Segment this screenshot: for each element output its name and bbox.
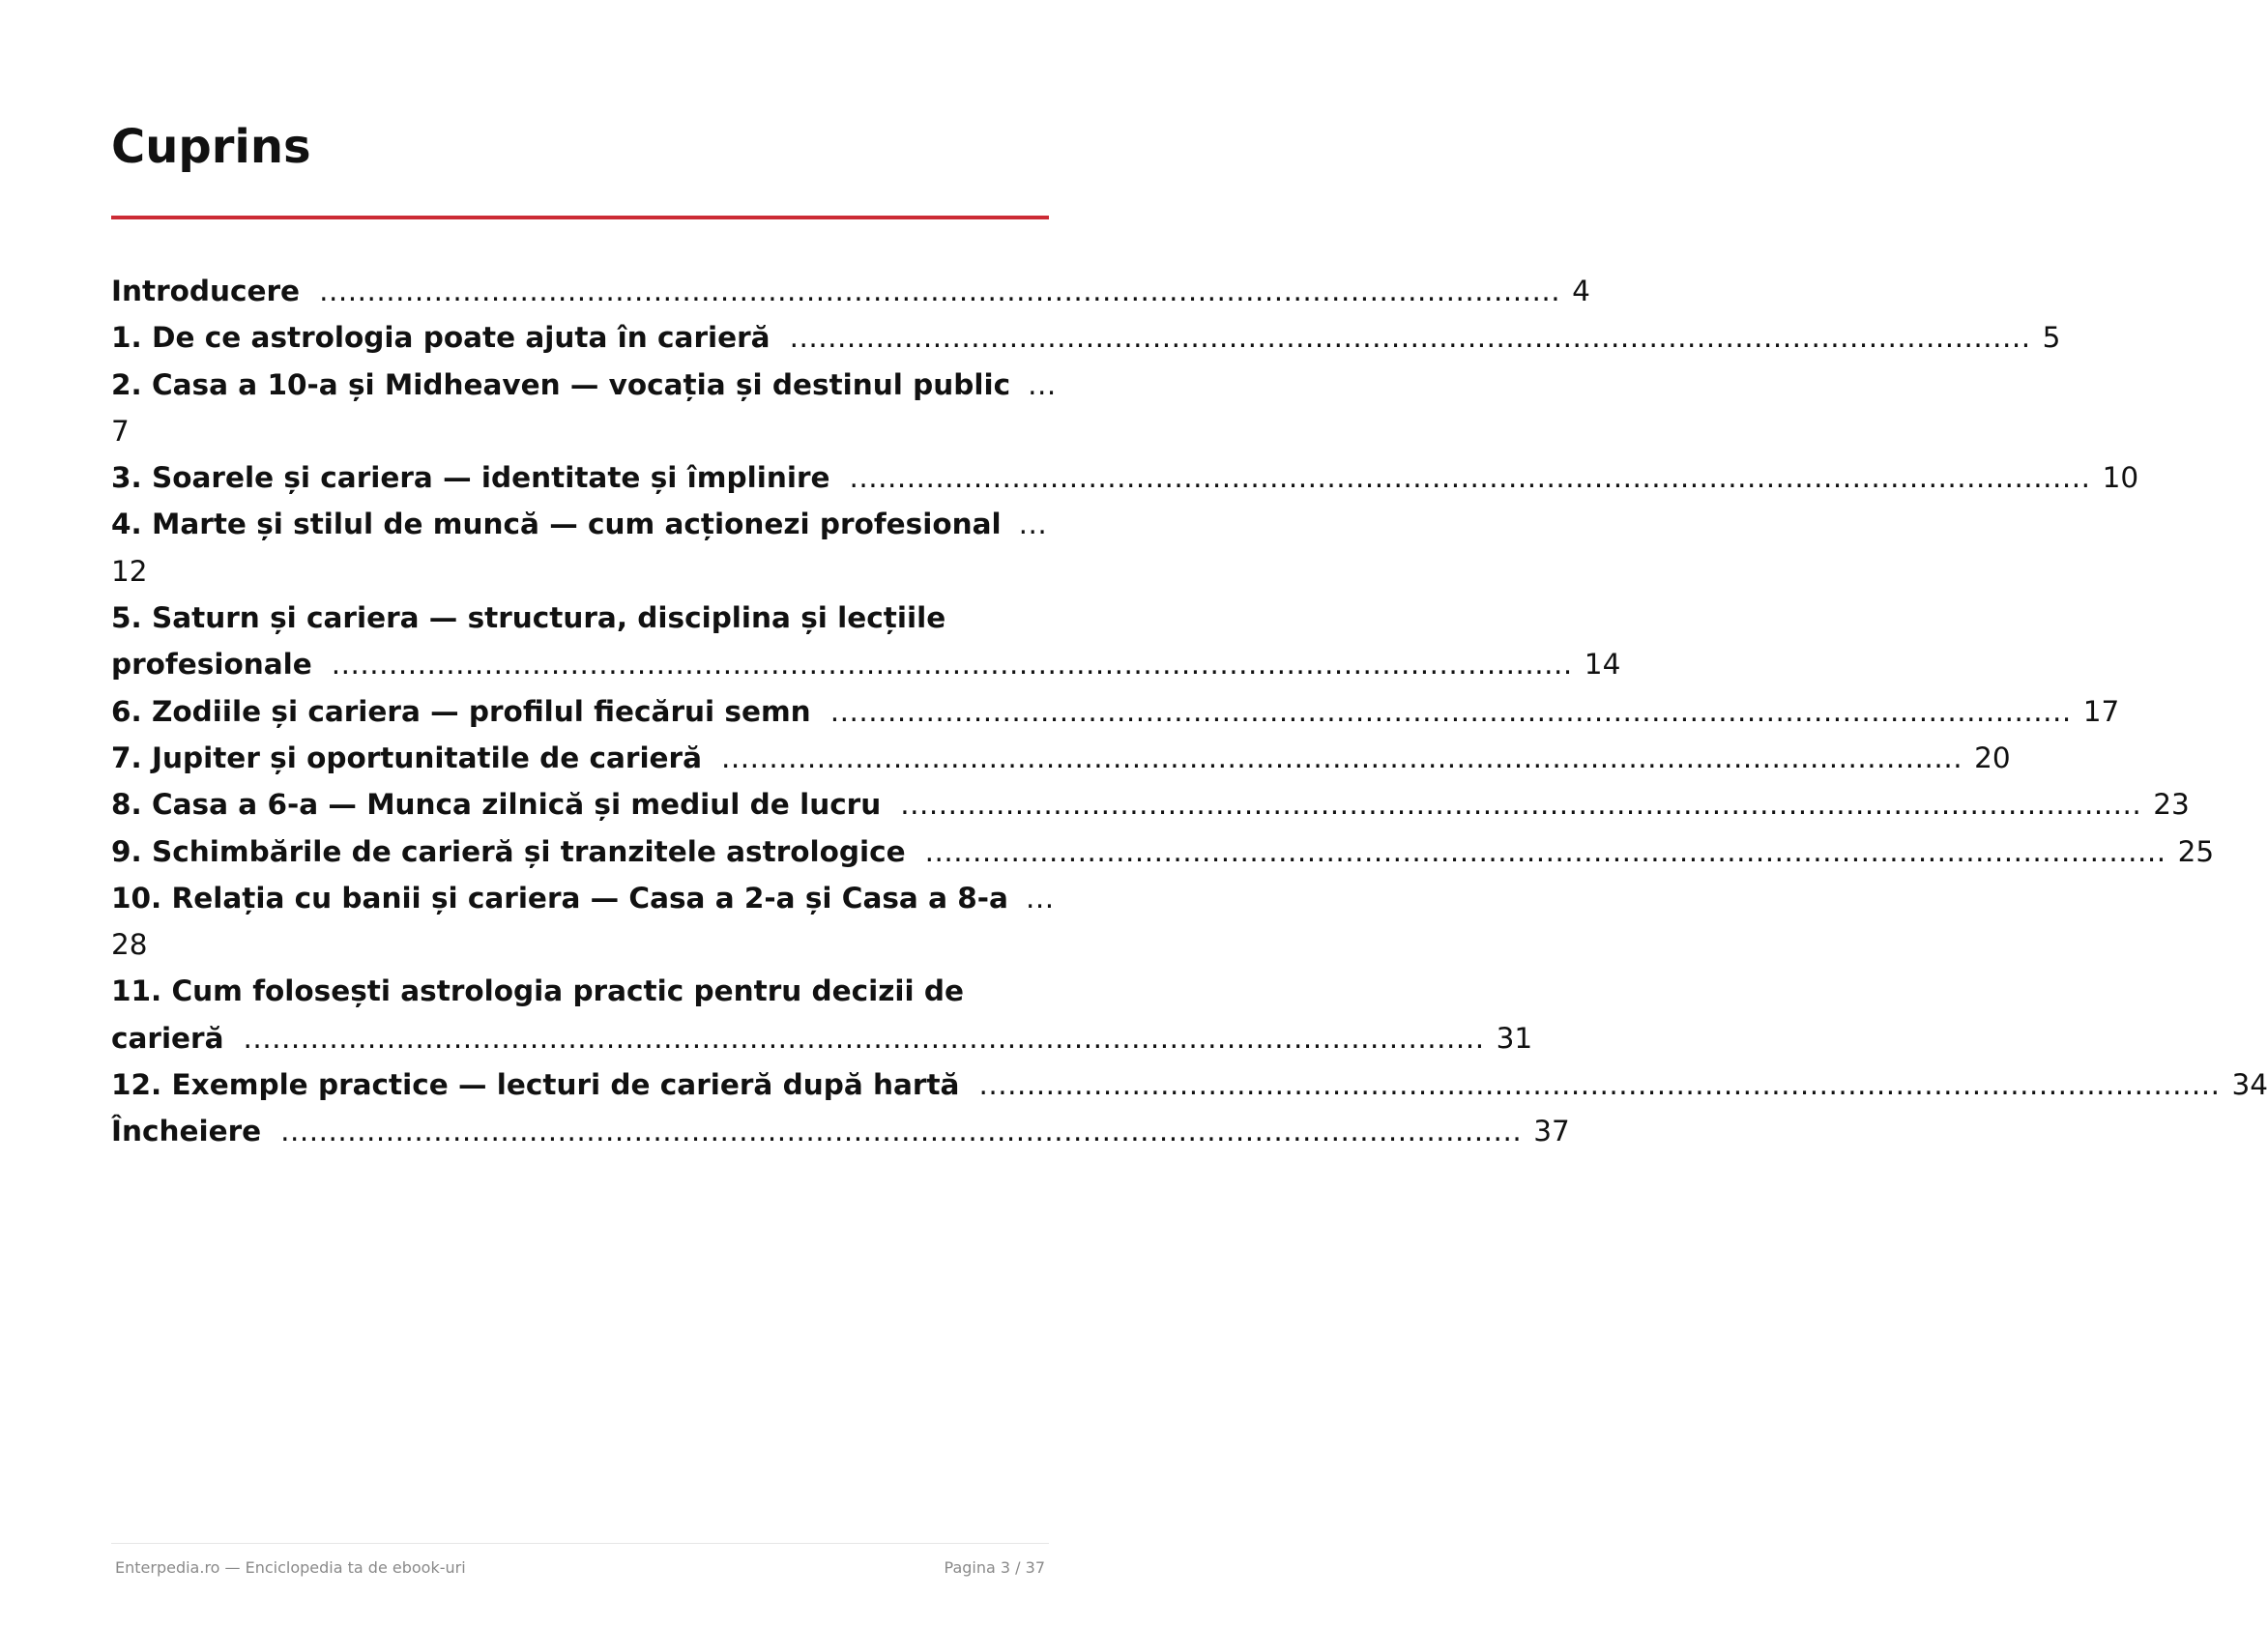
toc-entry[interactable] xyxy=(111,501,1049,595)
toc-entry-page: 12 xyxy=(111,554,148,588)
toc-leader-dots: .................................................................................................................................. xyxy=(243,1021,1485,1055)
toc-entry-title: 9. Schimbările de carieră și tranzitele astrologice xyxy=(111,834,906,868)
toc-entry-title: 3. Soarele și cariera — identitate și împlinire xyxy=(111,461,830,495)
toc-leader-dots: .................................................................................................................................. xyxy=(331,648,1573,682)
toc-entry[interactable] xyxy=(111,1108,1570,1154)
toc-entry[interactable] xyxy=(111,454,2139,501)
toc-leader-dots: ... xyxy=(1028,367,1057,401)
toc-entry-page: 23 xyxy=(2153,788,2190,822)
toc-entry-title: 1. De ce astrologia poate ajuta în carieră xyxy=(111,321,771,355)
toc-entry-page: 17 xyxy=(2082,694,2120,728)
toc-entry-page: 4 xyxy=(1572,275,1590,307)
toc-leader-dots: .................................................................................................................................. xyxy=(280,1115,1523,1148)
toc-entry-title-line1: 5. Saturn și cariera — structura, disciplina și lecțiile xyxy=(111,601,946,635)
toc-entry-title: 7. Jupiter și oportunitatile de carieră xyxy=(111,741,703,774)
toc-entry-title: 6. Zodiile și cariera — profilul fiecărui semn xyxy=(111,694,811,728)
toc-entry-page: 34 xyxy=(2231,1068,2268,1102)
page-title: Cuprins xyxy=(111,120,311,174)
toc-entry-title-line1: 11. Cum folosești astrologia practic pentru decizii de xyxy=(111,974,965,1008)
toc-leader-dots: .................................................................................................................................. xyxy=(978,1068,2221,1102)
toc-entry[interactable] xyxy=(111,314,2061,361)
toc-entry-page: 28 xyxy=(111,928,148,962)
toc-entry[interactable] xyxy=(111,268,1590,314)
toc-entry-page: 7 xyxy=(111,414,130,448)
toc-leader-dots: .................................................................................................................................. xyxy=(721,741,1963,774)
toc-entry[interactable] xyxy=(111,688,2120,735)
toc-entry-page: 14 xyxy=(1584,648,1621,682)
toc-entry-title-line2: profesionale xyxy=(111,648,312,682)
footer-page-number: Pagina 3 / 37 xyxy=(944,1558,1045,1577)
toc-leader-dots: ... xyxy=(1025,881,1055,915)
toc-entry-title: 12. Exemple practice — lecturi de carieră după hartă xyxy=(111,1068,960,1102)
footer-site-name: Enterpedia.ro — Enciclopedia ta de ebook-uri xyxy=(115,1558,466,1577)
toc-entry-page: 37 xyxy=(1533,1115,1570,1148)
toc-entry[interactable] xyxy=(111,781,2190,828)
toc-entry[interactable] xyxy=(111,1061,2268,1108)
toc-leader-dots: .................................................................................................................................. xyxy=(789,321,2031,355)
toc-entry-title: Introducere xyxy=(111,275,301,307)
toc-leader-dots: .................................................................................................................................. xyxy=(319,275,1561,307)
toc-leader-dots: .................................................................................................................................. xyxy=(829,694,2072,728)
toc-entry[interactable] xyxy=(111,362,1057,455)
toc-entry[interactable] xyxy=(111,875,1055,969)
toc-entry-title: 2. Casa a 10-a și Midheaven — vocația și destinul public xyxy=(111,367,1011,401)
toc-entry-title: Încheiere xyxy=(111,1115,262,1148)
toc-leader-dots: .................................................................................................................................. xyxy=(924,834,2166,868)
toc-entry-page: 20 xyxy=(1974,741,2011,774)
toc-entry-title: 10. Relația cu banii și cariera — Casa a 2-a și Casa a 8-a xyxy=(111,881,1008,915)
toc-entry[interactable] xyxy=(111,968,1533,1061)
toc-leader-dots: .................................................................................................................................. xyxy=(849,461,2091,495)
page xyxy=(111,0,2268,1627)
toc-entry-title: 4. Marte și stilul de muncă — cum acționezi profesional xyxy=(111,508,1002,541)
toc-entry-title-line2: carieră xyxy=(111,1021,224,1055)
toc-entry-page: 10 xyxy=(2102,461,2139,495)
toc-entry[interactable] xyxy=(111,735,2011,781)
footer-divider xyxy=(111,1543,1049,1544)
toc-entry-title: 8. Casa a 6-a — Munca zilnică și mediul de lucru xyxy=(111,788,882,822)
toc-leader-dots: ... xyxy=(1018,508,1048,541)
toc-entry[interactable] xyxy=(111,828,2215,875)
toc-entry-page: 25 xyxy=(2177,834,2215,868)
title-divider xyxy=(111,216,1049,219)
table-of-contents xyxy=(111,268,2268,1155)
toc-leader-dots: .................................................................................................................................. xyxy=(900,788,2142,822)
toc-entry-page: 5 xyxy=(2042,321,2061,355)
toc-entry[interactable] xyxy=(111,595,1621,688)
toc-entry-page: 31 xyxy=(1496,1021,1533,1055)
